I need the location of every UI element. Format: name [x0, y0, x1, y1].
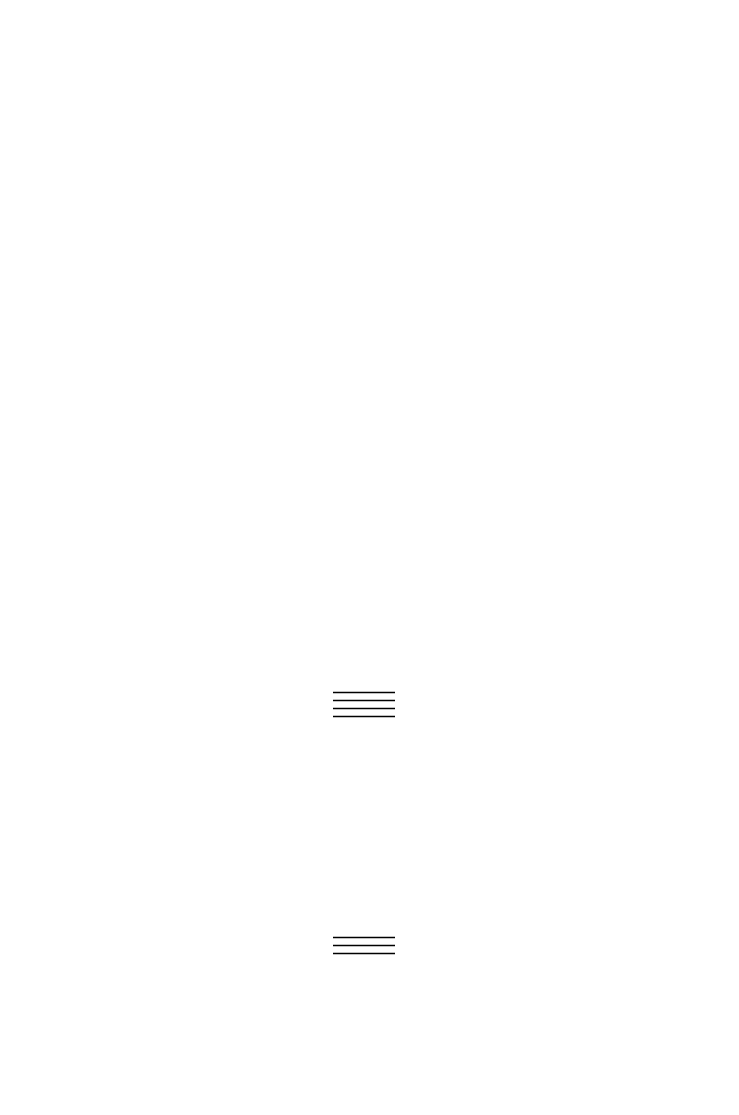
- legend-line-icon: [333, 697, 395, 704]
- sa-legend-item-ref: [333, 712, 406, 720]
- sa-legend-item-ch3: [333, 704, 406, 712]
- legend-line-icon: [333, 950, 395, 957]
- legend-line-icon: [333, 934, 395, 941]
- legend-line-icon: [333, 942, 395, 949]
- fourier-legend-item-ch2: [333, 933, 406, 941]
- sa-legend-item-ch1: [333, 696, 406, 704]
- fourier-legend-item-ch3: [333, 949, 406, 957]
- sa-legend-item-ch2: [333, 688, 406, 696]
- legend-line-icon: [333, 689, 395, 696]
- legend-line-icon: [333, 713, 395, 720]
- legend-line-icon: [333, 705, 395, 712]
- fourier-legend-item-ch1: [333, 941, 406, 949]
